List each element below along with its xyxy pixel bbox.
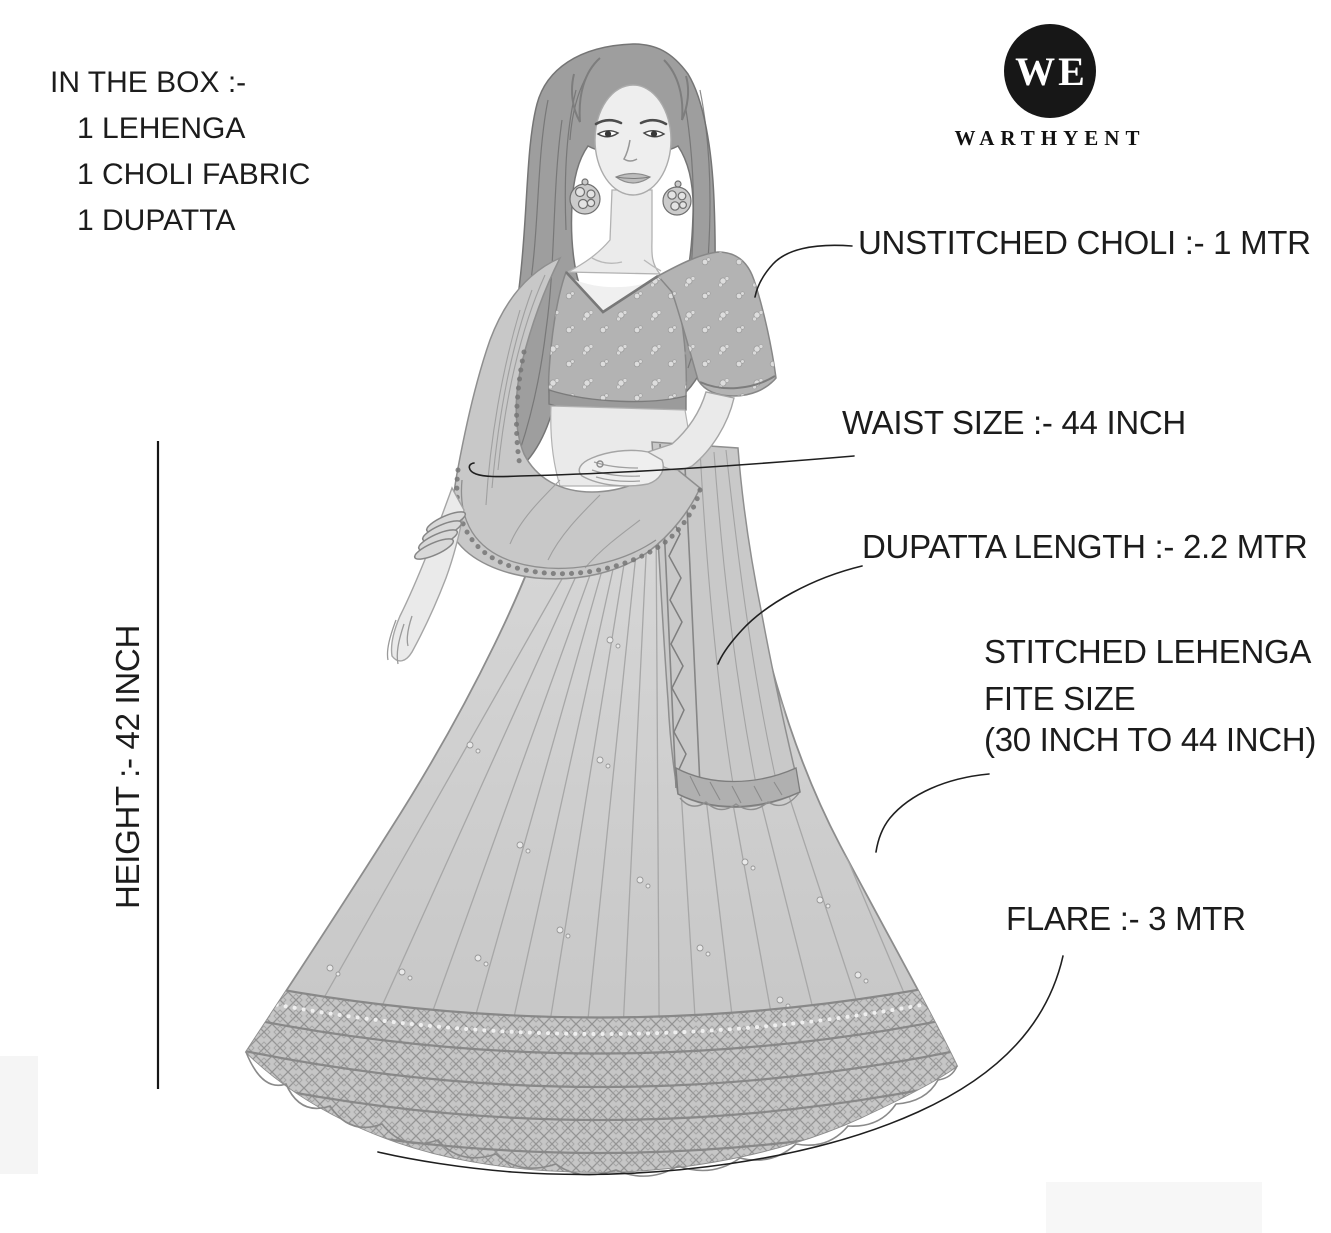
- annotation-flare: FLARE :- 3 MTR: [1006, 900, 1246, 937]
- in-the-box-title: IN THE BOX :-: [50, 66, 247, 99]
- face: [595, 85, 671, 195]
- in-the-box-list: [50, 60, 310, 244]
- box-item-lehenga: 1 LEHENGA: [77, 112, 246, 145]
- box-item-dupatta: 1 DUPATTA: [77, 204, 236, 237]
- brand-name: WARTHYENT: [954, 126, 1146, 150]
- annotation-waist-size: WAIST SIZE :- 44 INCH: [842, 404, 1186, 441]
- hanging-arm: [387, 488, 467, 664]
- lehenga-skirt: [230, 505, 970, 1233]
- leader-line-choli: [755, 245, 852, 297]
- annotation-dupatta-length: DUPATTA LENGTH :- 2.2 MTR: [862, 528, 1308, 565]
- leader-line-lehenga: [876, 774, 989, 852]
- annotation-stitched-lehenga-line1: STITCHED LEHENGA: [984, 633, 1312, 670]
- choli-blouse: [549, 252, 776, 416]
- annotation-stitched-lehenga-line2: FITE SIZE: [984, 680, 1136, 717]
- annotation-height: HEIGHT :- 42 INCH: [109, 625, 146, 910]
- brand-logo-circle: [1004, 24, 1096, 118]
- box-item-choli-fabric: 1 CHOLI FABRIC: [77, 158, 311, 191]
- annotation-unstitched-choli: UNSTITCHED CHOLI :- 1 MTR: [858, 224, 1311, 261]
- annotation-stitched-lehenga-line3: (30 INCH TO 44 INCH): [984, 721, 1317, 758]
- annotation-stitched-lehenga: [984, 631, 1316, 760]
- brand-monogram: WE: [1015, 48, 1088, 94]
